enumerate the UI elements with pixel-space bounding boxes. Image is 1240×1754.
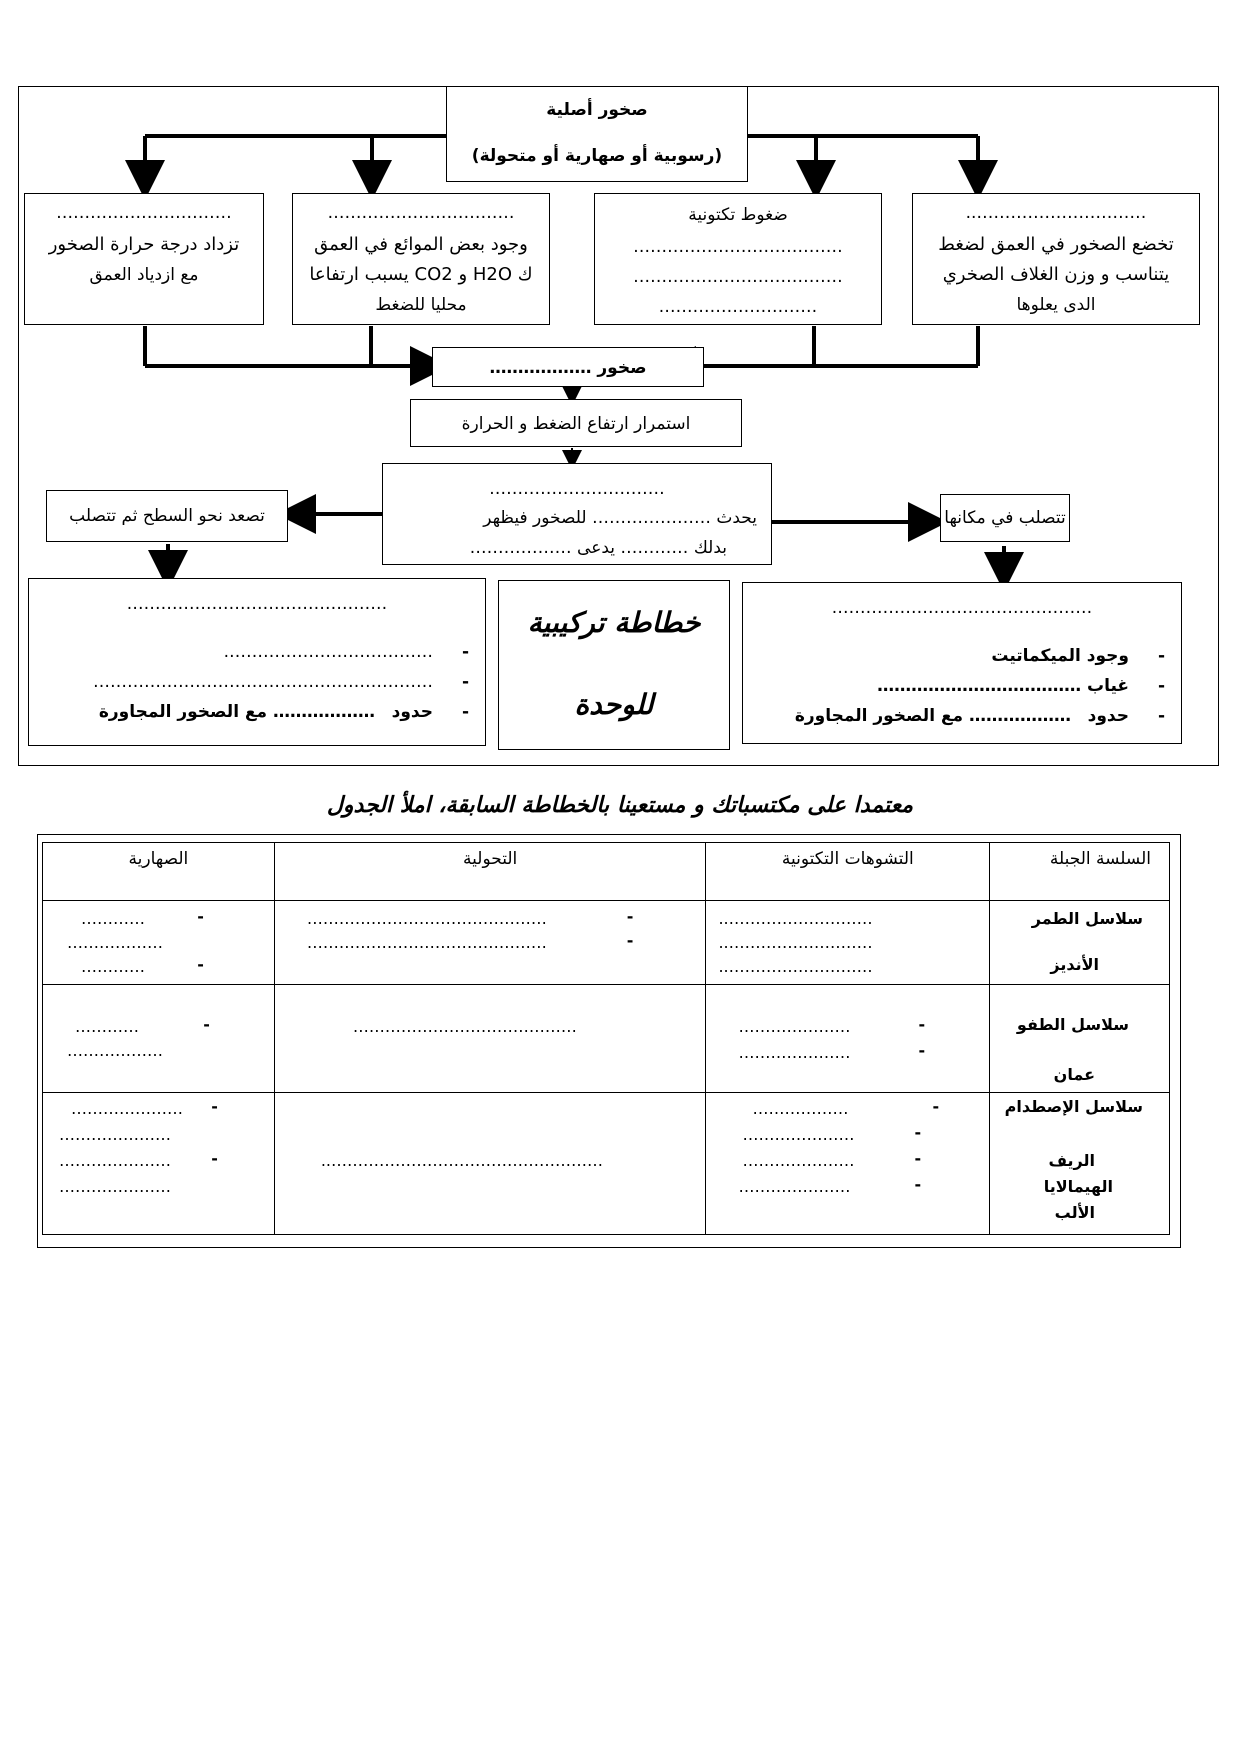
instruction-heading: معتمدا على مكتسباتك و مستعينا بالخطاطة السابقة، املأ الجدول xyxy=(326,792,914,818)
answer-line: ……………………………………… xyxy=(306,909,547,928)
answer-line: ………………… xyxy=(742,1125,855,1144)
answer-line: ………………… xyxy=(738,1177,851,1196)
answer-line: ………… xyxy=(81,957,145,976)
dash: - xyxy=(626,931,634,950)
header-tectonic: التشوهات التكتونية xyxy=(706,843,990,901)
boundary-detail-right: ……………… مع الصخور المجاورة xyxy=(794,706,1071,726)
answer-line: ……………………………………… xyxy=(306,933,547,952)
magmatic-cell xyxy=(43,985,275,1093)
synthesis-title-line2: للوحدة xyxy=(574,688,654,721)
original-rocks-types: (رسوبية أو صهارية أو متحولة) xyxy=(471,146,723,166)
temperature-line1: تزداد درجة حرارة الصخور xyxy=(48,234,240,255)
boundary-label-left: حدود xyxy=(391,702,433,722)
chain-cell xyxy=(990,901,1170,985)
dash: - xyxy=(932,1097,940,1116)
dash: - xyxy=(211,1097,218,1116)
tectonic-dots-1: ………………………………. xyxy=(633,237,843,257)
dash: - xyxy=(914,1149,922,1168)
original-rocks-title: صخور أصلية xyxy=(546,100,648,120)
temperature-dots: …………………………. xyxy=(56,203,232,223)
mountain-chains-table xyxy=(42,842,1170,1235)
table-header-row xyxy=(43,843,1170,901)
tectonic-pressure-title: ضغوط تكتونية xyxy=(688,205,788,225)
chain-example: الريف xyxy=(1048,1151,1095,1170)
temperature-box xyxy=(24,193,264,325)
dash: - xyxy=(914,1123,922,1142)
answer-line: ………… xyxy=(81,909,145,928)
melting-box xyxy=(382,463,772,565)
chain-name: سلاسل الطفو xyxy=(1016,1015,1129,1034)
chain-cell xyxy=(990,1093,1170,1235)
answer-line: ……………………….. xyxy=(718,957,873,976)
resulting-rocks-label: صخور ……………… xyxy=(489,358,647,378)
dash: - xyxy=(914,1175,922,1194)
chain-name: سلاسل الإصطدام xyxy=(1004,1097,1143,1116)
in-place-dots: ………………………………………. xyxy=(831,598,1093,618)
answer-line: ……………… xyxy=(67,1041,163,1060)
melting-line1: يحدث ………………… للصخور فيظهر xyxy=(483,508,757,528)
fluids-line2: ك H2O و CO2 يسبب ارتفاعا xyxy=(309,264,533,285)
harden-in-place-box xyxy=(940,494,1070,542)
lithostatic-pressure-box xyxy=(912,193,1200,325)
original-rocks-box xyxy=(446,86,748,182)
bullet-2: - xyxy=(1157,676,1165,696)
absence-item: غياب ……………………………… xyxy=(877,676,1129,696)
answer-line: ………………… xyxy=(71,1099,183,1118)
answer-line: ………………… xyxy=(742,1151,855,1170)
answer-line: ………… xyxy=(75,1017,139,1036)
answer-line: ………………… xyxy=(59,1177,171,1196)
temperature-line2: مع ازدياد العمق xyxy=(89,265,199,285)
dash: - xyxy=(626,907,634,926)
header-magmatic: الصهارية xyxy=(43,843,275,901)
dash: - xyxy=(211,1149,218,1168)
answer-line: ……………… xyxy=(67,933,163,952)
fluids-line3: محليا للضغط xyxy=(375,295,467,315)
migmatite-item: وجود الميكماتيت xyxy=(991,646,1129,666)
bullet-1: - xyxy=(1157,646,1165,666)
answer-line: ………………… xyxy=(738,1043,851,1062)
tectonic-dots-3: ………………………. xyxy=(658,297,818,317)
resulting-rocks-box xyxy=(432,347,704,387)
boundary-detail-left: ……………… مع الصخور المجاورة xyxy=(98,702,375,722)
magmatic-cell xyxy=(43,901,275,985)
surface-item2: …………………………………………………… xyxy=(93,672,433,692)
dash: - xyxy=(918,1041,926,1060)
answer-line: …………………………………… xyxy=(352,1017,577,1036)
table-row xyxy=(43,901,1170,985)
answer-line: ……………………….. xyxy=(718,909,873,928)
melting-line2: بدلك ………… يدعى ……………… xyxy=(469,538,727,558)
continuation-label: استمرار ارتفاع الضغط و الحرارة xyxy=(461,414,691,434)
header-chain: السلسة الجبلة xyxy=(990,843,1170,901)
synthesis-title-box xyxy=(498,580,730,750)
tectonic-dots-2: ………………………………. xyxy=(633,267,843,287)
metamorphic-cell xyxy=(274,1093,706,1235)
harden-in-place-label: تتصلب في مكانها xyxy=(944,508,1066,528)
answer-line: ………………… xyxy=(59,1151,171,1170)
lithostatic-dots: ………………………….. xyxy=(965,203,1147,223)
fluids-line1: وجود بعض الموائع في العمق xyxy=(314,234,528,255)
tectonic-cell xyxy=(706,901,990,985)
continuation-box xyxy=(410,399,742,447)
metamorphic-cell xyxy=(274,985,706,1093)
surface-dots: ………………………………………. xyxy=(126,594,388,614)
surface-item1: ………………………………. xyxy=(223,642,433,662)
surface-result-box xyxy=(28,578,486,746)
bullet-4: - xyxy=(461,642,469,662)
dash: - xyxy=(197,907,204,926)
answer-line: ……………………….. xyxy=(718,933,873,952)
boundary-label-right: حدود xyxy=(1087,706,1129,726)
rise-and-harden-label: تصعد نحو السطح ثم تتصلب xyxy=(69,506,265,526)
tectonic-cell xyxy=(706,985,990,1093)
chain-cell xyxy=(990,985,1170,1093)
chain-example: عمان xyxy=(1053,1065,1095,1084)
dash: - xyxy=(918,1015,926,1034)
lithostatic-line3: الدى يعلوها xyxy=(1016,295,1096,315)
tectonic-cell xyxy=(706,1093,990,1235)
synthesis-title-line1: خطاطة تركيبية xyxy=(527,606,701,639)
answer-line: ……………… xyxy=(752,1099,849,1118)
lithostatic-line2: يتناسب و وزن الغلاف الصخري xyxy=(942,264,1170,285)
chain-example: الهيمالايا xyxy=(1043,1177,1113,1196)
dash: - xyxy=(197,955,204,974)
answer-line: ………………… xyxy=(738,1017,851,1036)
melting-dots: …………………………. xyxy=(489,479,665,499)
fluids-dots: …………………………… xyxy=(327,203,515,223)
in-place-result-box xyxy=(742,582,1182,744)
chain-name: سلاسل الطمر xyxy=(1031,909,1143,928)
bullet-5: - xyxy=(461,672,469,692)
tectonic-pressure-box xyxy=(594,193,882,325)
rise-and-harden-box xyxy=(46,490,288,542)
table-row xyxy=(43,1093,1170,1235)
chain-example: الألب xyxy=(1054,1203,1095,1222)
bullet-6: - xyxy=(461,702,469,722)
dash: - xyxy=(203,1015,210,1034)
magmatic-cell xyxy=(43,1093,275,1235)
fluids-box xyxy=(292,193,550,325)
answer-line: …………………………………………….. xyxy=(320,1151,603,1170)
header-metamorphic: التحولية xyxy=(274,843,706,901)
lithostatic-line1: تخضع الصخور في العمق لضغط xyxy=(938,234,1174,255)
chain-example: الأنديز xyxy=(1050,955,1099,974)
table-row xyxy=(43,985,1170,1093)
answer-line: ………………… xyxy=(59,1125,171,1144)
bullet-3: - xyxy=(1157,706,1165,726)
metamorphic-cell xyxy=(274,901,706,985)
